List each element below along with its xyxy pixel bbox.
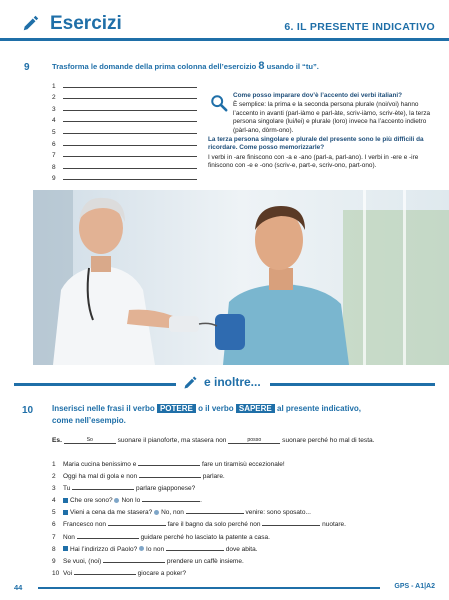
speaker-a-square-icon	[63, 498, 68, 503]
inoltre-section-header	[0, 370, 449, 394]
sentence-text: nuotare.	[322, 521, 346, 529]
exercise-10-text-c: al presente indicativo,	[274, 404, 362, 413]
sentence-row	[52, 544, 442, 556]
answer-blank[interactable]	[63, 168, 197, 169]
tip-box	[208, 92, 434, 172]
sentence-text: Francesco non	[63, 521, 106, 529]
row-number: 7	[52, 533, 56, 541]
sentence-row	[52, 483, 442, 495]
photo-illustration	[33, 190, 449, 365]
answer-line[interactable]	[52, 148, 197, 160]
row-number: 3	[52, 485, 56, 493]
answer-line[interactable]	[52, 78, 197, 90]
sentence-text: giocare a poker?	[137, 569, 187, 577]
exercise-10-text-a: Inserisci nelle frasi il verbo	[52, 404, 157, 413]
inoltre-label: e inoltre...	[204, 375, 261, 389]
exercise-9-text-b: usando il “tu”.	[264, 62, 319, 71]
header-rule	[0, 38, 449, 41]
section-brand: Esercizi	[50, 13, 122, 34]
sentence-row	[52, 507, 442, 519]
sentence-text: parlare giapponese?	[135, 485, 196, 493]
sentence-text: parlare.	[202, 473, 225, 481]
pencil-icon	[22, 14, 40, 32]
answer-blank[interactable]	[262, 519, 320, 526]
row-number: 4	[52, 497, 56, 505]
answer-blank[interactable]	[72, 483, 134, 490]
answer-line[interactable]	[52, 90, 197, 102]
magnifier-icon	[210, 94, 228, 112]
exercise-10-sentences	[52, 459, 442, 580]
answer-blank[interactable]	[142, 495, 200, 502]
speaker-a-square-icon	[63, 546, 68, 551]
sentence-text: Non lo	[121, 497, 141, 505]
exercise-10-text-b: o il verbo	[195, 404, 236, 413]
answer-blank[interactable]	[63, 179, 197, 180]
sentence-text: Tu	[63, 485, 71, 493]
answer-blank[interactable]	[63, 156, 197, 157]
sentence-text: Se vuoi, (noi)	[63, 557, 102, 565]
exercise-10-text-d: come nell’esempio.	[52, 415, 126, 425]
answer-blank[interactable]	[63, 121, 197, 122]
answer-blank[interactable]	[77, 532, 139, 539]
answer-line[interactable]	[52, 159, 197, 171]
page-header	[0, 0, 449, 42]
answer-line[interactable]	[52, 113, 197, 125]
answer-blank[interactable]	[103, 556, 165, 563]
sentence-text: dove abita.	[225, 545, 258, 553]
exercise-10-instructions	[52, 403, 361, 426]
example-fill-1: So	[64, 437, 116, 444]
answer-blank[interactable]	[63, 87, 197, 88]
sentence-row	[52, 459, 442, 471]
pencil-icon	[183, 375, 198, 390]
answer-blank[interactable]	[63, 98, 197, 99]
exercise-9-number: 9	[24, 62, 30, 73]
answer-line[interactable]	[52, 171, 197, 183]
inoltre-rule-left	[14, 383, 176, 386]
answer-blank[interactable]	[138, 459, 200, 466]
answer-blank[interactable]	[186, 507, 244, 514]
sentence-row	[52, 556, 442, 568]
sentence-text: Vieni a cena da me stasera?	[70, 509, 153, 517]
tip-question-2: La terza persona singolare e plurale del presente sono le più difficili da ricordare. Come posso memorizzarle?	[208, 136, 424, 152]
example-fill-2: posso	[228, 437, 280, 444]
footer-rule	[38, 587, 380, 589]
sentence-text: Che ore sono?	[70, 497, 113, 505]
tip-answer-1: È semplice: la prima e la seconda persona plurale (noi/voi) hanno l’accento in avanti (parl-iàmo e parl-àte, scriv-iàmo, scriv-ète), la terza persona singolare (lui/lei) e plurale (loro) invece ha l’accento indietro (pàrl-ano, dòrm-ono).	[233, 101, 431, 134]
doctor-patient-photo	[33, 190, 449, 365]
verb-potere-label: POTERE	[157, 404, 196, 413]
sentence-text: Io non	[146, 545, 165, 553]
speaker-b-dot-icon	[154, 510, 159, 515]
series-label: GPS - A1|A2	[394, 583, 435, 590]
answer-blank[interactable]	[108, 519, 166, 526]
example-label: Es.	[52, 437, 62, 444]
exercise-10-number: 10	[22, 405, 34, 416]
answer-line-number: 8	[52, 163, 56, 171]
answer-blank[interactable]	[63, 133, 197, 134]
chapter-title: 6. IL PRESENTE INDICATIVO	[284, 21, 435, 33]
sentence-text: prendere un caffè insieme.	[166, 557, 244, 565]
exercise-9-ref: 8	[258, 60, 265, 72]
answer-line-number: 6	[52, 140, 56, 148]
answer-line-number: 3	[52, 105, 56, 113]
tip-answer-2: I verbi in -are finiscono con -a e -ano (parl-a, parl-ano). I verbi in -ere e -ire finiscono con -e e -ono (scriv-e, part-e, scriv-ono, part-ono).	[208, 153, 419, 170]
sentence-text: fare un tiramisù eccezionale!	[201, 461, 285, 468]
row-number: 5	[52, 509, 56, 517]
answer-line-number: 1	[52, 82, 56, 90]
row-number: 9	[52, 557, 56, 565]
answer-line[interactable]	[52, 101, 197, 113]
sentence-text: venire: sono sposato...	[245, 509, 311, 517]
row-number: 1	[52, 461, 56, 468]
answer-line-number: 7	[52, 152, 56, 160]
answer-line[interactable]	[52, 136, 197, 148]
sentence-row	[52, 532, 442, 544]
row-number: 6	[52, 521, 56, 529]
page-footer	[0, 582, 449, 596]
sentence-text: Non	[63, 533, 75, 541]
answer-line[interactable]	[52, 124, 197, 136]
answer-line-number: 4	[52, 117, 56, 125]
sentence-row	[52, 568, 442, 580]
tip-question-1: Come posso imparare dov’è l’accento dei verbi italiani?	[233, 92, 403, 99]
verb-sapere-label: SAPERE	[236, 404, 275, 413]
sentence-text: guidare perché ho lasciato la patente a casa.	[140, 533, 270, 541]
speaker-b-dot-icon	[139, 546, 144, 551]
answer-blank[interactable]	[74, 568, 136, 575]
exercise-9-instructions	[52, 61, 319, 72]
inoltre-rule-right	[270, 383, 435, 386]
answer-line-number: 5	[52, 128, 56, 136]
sentence-text: Oggi ha mal di gola e non	[63, 473, 138, 481]
example-text-2: suonare perché ho mal di testa.	[282, 437, 375, 444]
answer-blank[interactable]	[139, 471, 201, 478]
sentence-text: Maria cucina benissimo e	[63, 461, 137, 468]
sentence-text: Voi	[63, 569, 73, 577]
sentence-text: No, non	[161, 509, 184, 517]
row-number: 2	[52, 473, 56, 481]
example-text-1: suonare il pianoforte, ma stasera non	[117, 437, 227, 444]
answer-blank[interactable]	[63, 110, 197, 111]
sentence-row	[52, 519, 442, 531]
row-number: 8	[52, 545, 56, 553]
sentence-text: Hai l’indirizzo di Paolo?	[70, 545, 138, 553]
exercise-9-text-a: Trasforma le domande della prima colonna dell’esercizio	[52, 62, 259, 71]
speaker-b-dot-icon	[114, 498, 119, 503]
sentence-row: 4 Che ore sono? Non lo .	[52, 495, 442, 507]
exercise-9-answer-list	[52, 78, 197, 182]
answer-blank[interactable]	[63, 145, 197, 146]
sentence-row	[52, 471, 442, 483]
page-number: 44	[14, 583, 23, 592]
answer-line-number: 2	[52, 94, 56, 102]
answer-line-number: 9	[52, 175, 56, 183]
exercise-10-example	[52, 437, 375, 445]
answer-blank[interactable]	[166, 544, 224, 551]
row-number: 10	[52, 569, 60, 577]
speaker-a-square-icon	[63, 510, 68, 515]
sentence-text: fare il bagno da solo perché non	[167, 521, 261, 529]
